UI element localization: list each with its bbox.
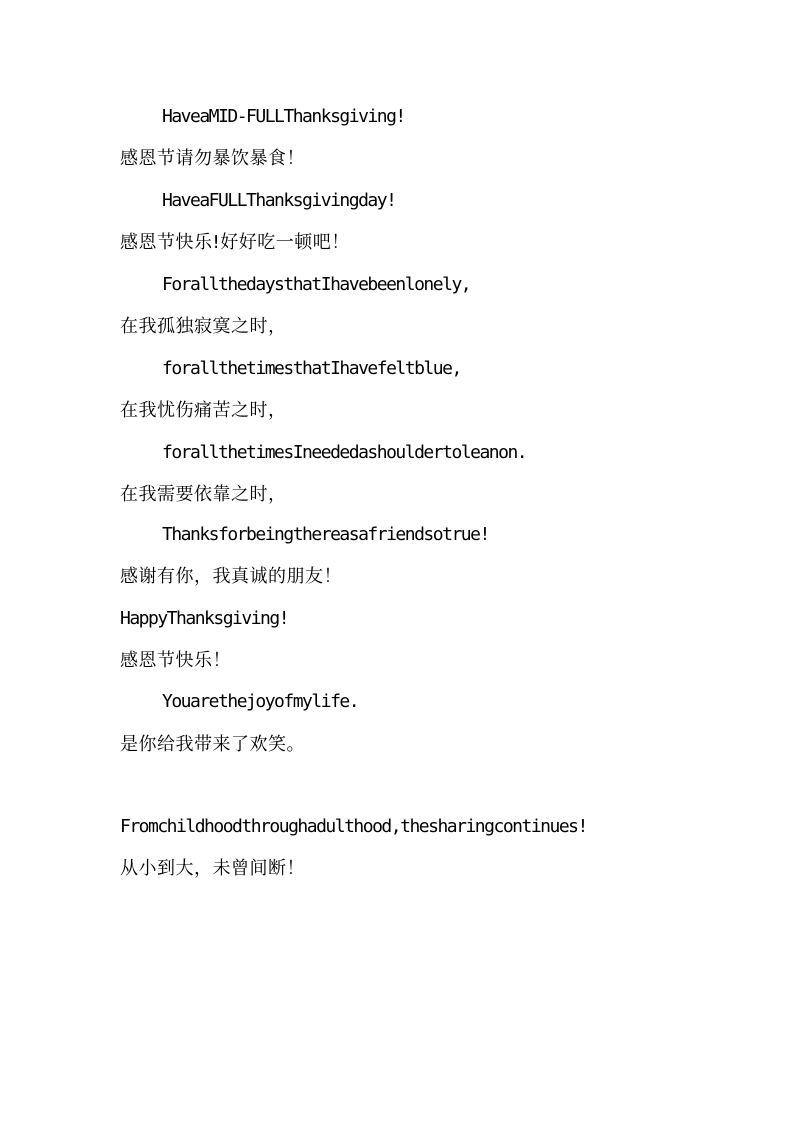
english-line: Thanksforbeingthereasafriendsotrue!: [162, 524, 489, 545]
chinese-line: 感恩节快乐！: [120, 650, 231, 671]
english-line: ForallthedaysthatIhavebeenlonely,: [162, 274, 471, 295]
chinese-line: 在我孤独寂寞之时，: [120, 316, 287, 337]
chinese-line: 感谢有你，我真诚的朋友！: [120, 566, 342, 587]
chinese-line: 感恩节请勿暴饮暴食！: [120, 148, 305, 169]
english-line: HaveaFULLThanksgivingday!: [162, 190, 396, 211]
chinese-line: 感恩节快乐!好好吃一顿吧！: [120, 232, 350, 253]
chinese-line: 是你给我带来了欢笑。: [120, 734, 305, 755]
english-line: forallthetimesIneededashouldertoleanon.: [162, 442, 527, 463]
chinese-line: 在我忧伤痛苦之时，: [120, 400, 287, 421]
english-line: HappyThanksgiving!: [120, 608, 289, 629]
chinese-line: 在我需要依靠之时，: [120, 484, 287, 505]
english-line: Fromchildhoodthroughadulthood,thesharingcontinues!: [120, 816, 587, 837]
english-line: Youarethejoyofmylife.: [162, 691, 359, 712]
chinese-line: 从小到大，未曾间断！: [120, 858, 305, 879]
english-line: HaveaMID-FULLThanksgiving!: [162, 106, 405, 127]
english-line: forallthetimesthatIhavefeltblue,: [162, 358, 461, 379]
